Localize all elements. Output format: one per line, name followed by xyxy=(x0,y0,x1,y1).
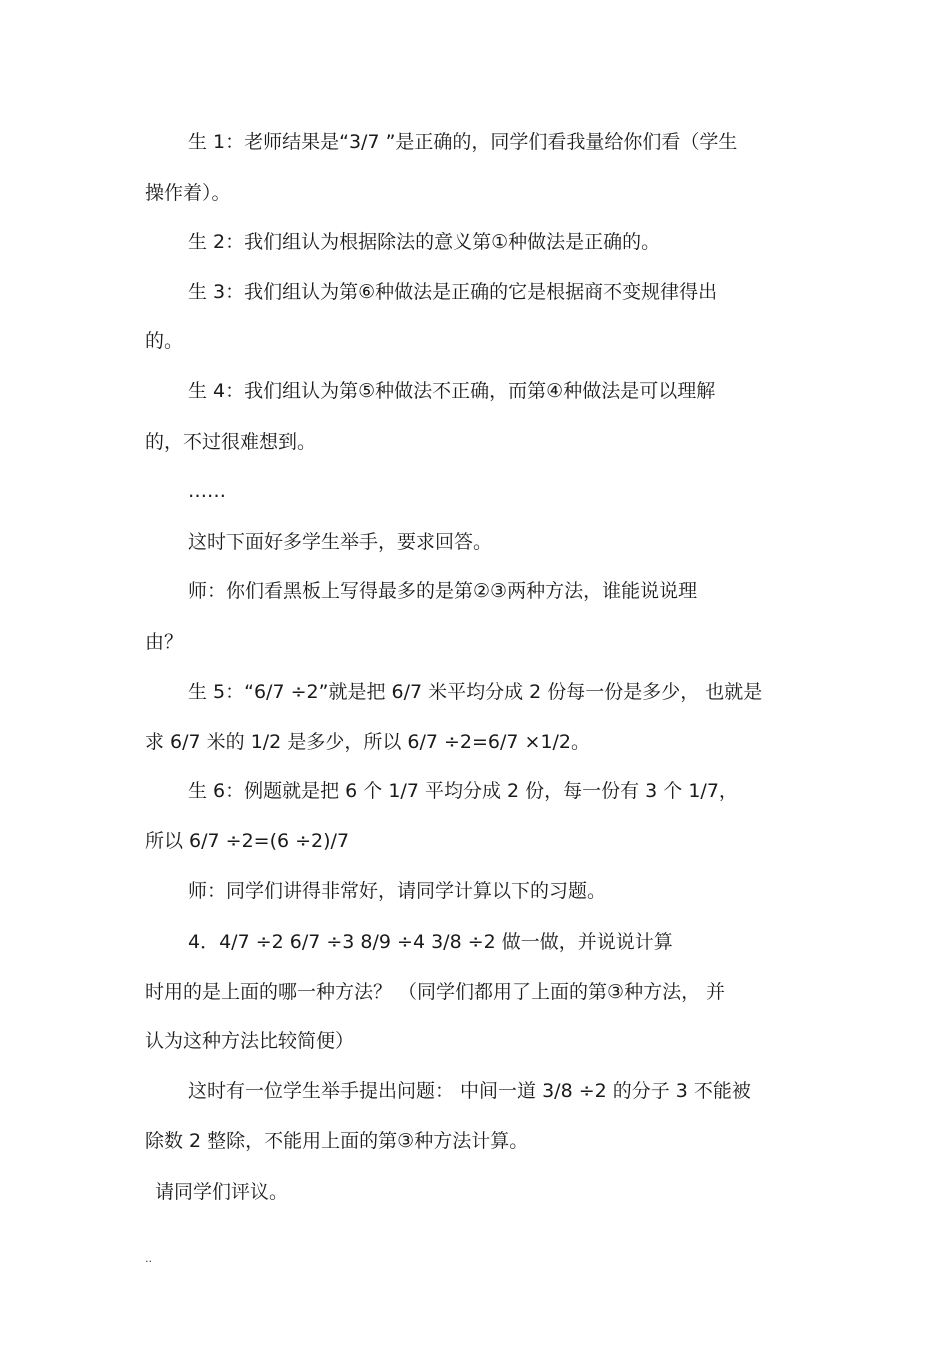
text-line: 请同学们评议。 xyxy=(155,1181,289,1203)
text-line: 的。 xyxy=(145,330,184,352)
text-line: 时用的是上面的哪一种方法？ （同学们都用了上面的第③种方法， 并 xyxy=(145,981,726,1003)
text-line: 求 6/7 米的 1/2 是多少，所以 6/7 ÷2=6/7 ×1/2。 xyxy=(145,731,591,753)
text-line: 生 3：我们组认为第⑥种做法是正确的它是根据商不变规律得出 xyxy=(188,281,718,303)
text-line: 生 4：我们组认为第⑤种做法不正确，而第④种做法是可以理解 xyxy=(188,380,716,402)
text-line: 生 2：我们组认为根据除法的意义第①种做法是正确的。 xyxy=(188,231,661,253)
text-line: 的，不过很难想到。 xyxy=(145,431,317,453)
text-line: 所以 6/7 ÷2=(6 ÷2)/7 xyxy=(145,830,350,852)
text-line: 师：你们看黑板上写得最多的是第②③两种方法，谁能说说理 xyxy=(188,580,698,602)
text-line: 除数 2 整除，不能用上面的第③种方法计算。 xyxy=(145,1130,529,1152)
text-line: 生 5：“6/7 ÷2”就是把 6/7 米平均分成 2 份每一份是多少， 也就是 xyxy=(188,681,763,703)
text-line: 生 1：老师结果是“3/7 ”是正确的，同学们看我量给你们看（学生 xyxy=(188,131,738,153)
footer-mark: .. xyxy=(145,1252,152,1265)
text-line: 这时下面好多学生举手，要求回答。 xyxy=(188,531,493,553)
text-line: 由？ xyxy=(145,631,184,653)
text-line: 操作着）。 xyxy=(145,182,231,204)
exercise-line: 4．4/7 ÷2 6/7 ÷3 8/9 ÷4 3/8 ÷2 做一做，并说说计算 xyxy=(188,931,673,953)
ellipsis-line: …… xyxy=(188,480,226,502)
text-line: 这时有一位学生举手提出问题： 中间一道 3/8 ÷2 的分子 3 不能被 xyxy=(188,1080,751,1102)
text-line: 认为这种方法比较简便） xyxy=(145,1030,355,1052)
text-line: 生 6：例题就是把 6 个 1/7 平均分成 2 份，每一份有 3 个 1/7， xyxy=(188,780,738,802)
text-line: 师：同学们讲得非常好，请同学计算以下的习题。 xyxy=(188,880,607,902)
